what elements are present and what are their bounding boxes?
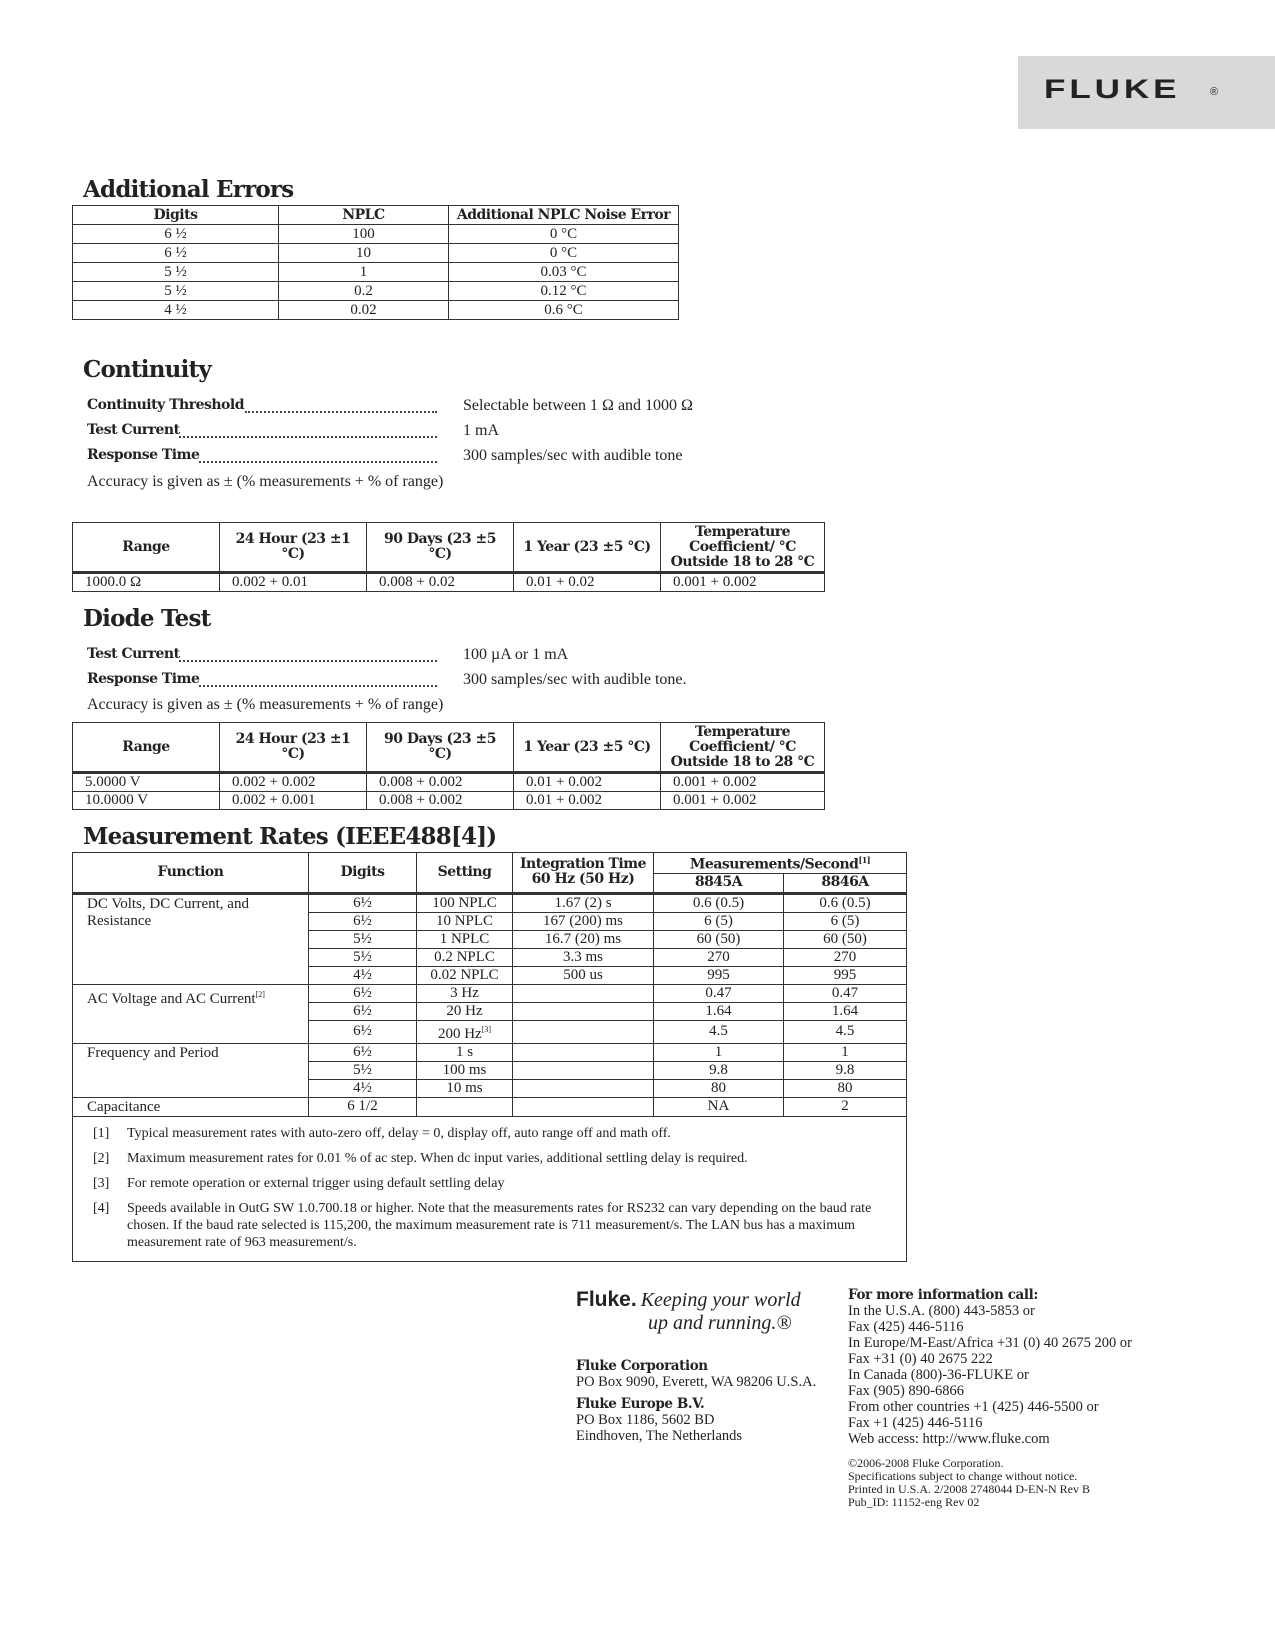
table-cell: 0.001 + 0.002	[661, 573, 825, 592]
continuity-accuracy-table	[72, 522, 825, 592]
rate-8845a-cell: 270	[654, 948, 784, 966]
contact-line: In Europe/M-East/Africa +31 (0) 40 2675 200 or	[848, 1335, 1133, 1351]
setting-value: 100 ms	[442, 1061, 487, 1078]
table-row	[73, 573, 825, 592]
table-row	[73, 301, 679, 320]
registered-mark: ®	[1210, 86, 1219, 98]
corp-address: PO Box 9090, Everett, WA 98206 U.S.A.	[576, 1374, 817, 1390]
table-cell: 1	[279, 263, 449, 282]
logo-text: FLUKE	[1044, 74, 1181, 104]
column-header-integration: Integration Time 60 Hz (50 Hz)	[513, 853, 654, 894]
integration-cell	[513, 1020, 654, 1043]
contact-line: In the U.S.A. (800) 443-5853 or	[848, 1303, 1035, 1319]
setting-value: 100 NPLC	[432, 894, 497, 911]
measurement-rates-table	[72, 852, 907, 1262]
table-cell: 5 ½	[73, 263, 279, 282]
rate-8845a-cell: 60 (50)	[654, 930, 784, 948]
rate-8845a-cell: 9.8	[654, 1061, 784, 1079]
column-header: 1 Year (23 ±5 °C)	[514, 523, 661, 573]
function-label: Frequency and Period	[87, 1044, 219, 1061]
section-title-measurement-rates: Measurement Rates (IEEE488[4])	[83, 823, 497, 850]
function-cell	[73, 984, 309, 1043]
table-cell: 10.0000 V	[73, 792, 220, 810]
table-row	[73, 244, 679, 263]
integration-cell	[513, 1002, 654, 1020]
column-header: Temperature Coefficient/ °C Outside 18 to 28 °C	[661, 723, 825, 773]
setting-value: 200 Hz	[437, 1025, 482, 1042]
header-row	[73, 523, 825, 573]
integration-cell: 500 us	[513, 966, 654, 984]
column-header: Range	[73, 523, 220, 573]
footnote-text: For remote operation or external trigger using default settling delay	[127, 1175, 505, 1191]
footnote-ref: [2]	[255, 989, 265, 999]
contact-info	[848, 1287, 1132, 1509]
rate-8845a-cell: 1	[654, 1043, 784, 1061]
setting-cell	[417, 1020, 513, 1043]
footnote-text: Typical measurement rates with auto-zero off, delay = 0, display off, auto range off and math off.	[127, 1125, 671, 1141]
rate-8845a-cell: 80	[654, 1079, 784, 1097]
setting-cell	[417, 930, 513, 948]
contact-line: Fax (425) 446-5116	[848, 1319, 964, 1335]
table-cell: 0 °C	[449, 244, 679, 263]
digits-cell: 5½	[309, 1061, 417, 1079]
digits-cell: 5½	[309, 930, 417, 948]
footnote-ref: [1]	[858, 855, 871, 865]
footnote	[73, 1196, 906, 1255]
setting-value: 1 NPLC	[439, 930, 490, 947]
digits-cell: 6½	[309, 984, 417, 1002]
digits-cell: 6½	[309, 1043, 417, 1061]
integration-cell: 167 (200) ms	[513, 912, 654, 930]
column-header-mps	[654, 853, 907, 874]
additional-errors-table	[72, 205, 679, 320]
header-row	[73, 853, 907, 874]
table-cell: 0.01 + 0.002	[514, 773, 661, 792]
footnote-text: Speeds available in OutG SW 1.0.700.18 or higher. Note that the measurements rates for RS232 can vary depending on the baud rate chosen. If the baud rate selected is 115,200, the maximum measurement rate is 711 measurement/s. The LAN bus has a maximum measurement rate of 963 measurement/s.	[127, 1200, 872, 1250]
footnote-mark: [4]	[93, 1200, 110, 1216]
fluke-logo	[1018, 56, 1275, 129]
corp-name: Fluke Corporation	[576, 1358, 708, 1374]
dot-leader	[199, 461, 437, 463]
column-header: Range	[73, 723, 220, 773]
spec-label: Test Current	[87, 422, 180, 438]
rate-8846a-cell: 995	[784, 966, 907, 984]
diode-accuracy-note: Accuracy is given as ± (% measurements + % of range)	[87, 696, 444, 713]
legal-line: Specifications subject to change without notice.	[848, 1469, 1078, 1483]
rate-8846a-cell: 80	[784, 1079, 907, 1097]
rate-8846a-cell: 0.47	[784, 984, 907, 1002]
spec-value: 300 samples/sec with audible tone.	[463, 671, 687, 688]
setting-value: 1 s	[455, 1043, 474, 1060]
dot-leader	[179, 660, 437, 662]
spec-label: Continuity Threshold	[87, 397, 244, 413]
rate-8846a-cell: 1.64	[784, 1002, 907, 1020]
table-cell: 100	[279, 225, 449, 244]
table-cell: 1000.0 Ω	[73, 573, 220, 592]
setting-cell	[417, 948, 513, 966]
column-header-digits: Digits	[309, 853, 417, 894]
column-header: 1 Year (23 ±5 °C)	[514, 723, 661, 773]
table-cell: 0.008 + 0.002	[367, 792, 514, 810]
contact-line: Web access: http://www.fluke.com	[848, 1431, 1050, 1447]
setting-cell	[417, 984, 513, 1002]
rate-8845a-cell: 4.5	[654, 1020, 784, 1043]
footnotes-row	[73, 1116, 907, 1261]
setting-cell	[417, 1097, 513, 1116]
table-cell: 0.001 + 0.002	[661, 792, 825, 810]
spec-value: 300 samples/sec with audible tone	[463, 447, 683, 464]
legal-line: ©2006-2008 Fluke Corporation.	[848, 1456, 1004, 1470]
digits-cell: 5½	[309, 948, 417, 966]
rate-8845a-cell: 6 (5)	[654, 912, 784, 930]
column-header: 24 Hour (23 ±1 °C)	[220, 523, 367, 573]
digits-cell: 4½	[309, 966, 417, 984]
setting-cell	[417, 912, 513, 930]
digits-cell: 6½	[309, 1020, 417, 1043]
table-row	[73, 1097, 907, 1116]
setting-cell	[417, 1079, 513, 1097]
spec-value: Selectable between 1 Ω and 1000 Ω	[463, 397, 693, 414]
column-header-function: Function	[73, 853, 309, 894]
tagline-line-1: Keeping your world	[640, 1289, 801, 1311]
setting-cell	[417, 966, 513, 984]
legal-line: Printed in U.S.A. 2/2008 2748044 D-EN-N Rev B	[848, 1482, 1090, 1496]
function-cell	[73, 893, 309, 984]
table-row	[73, 984, 907, 1002]
column-header-model_a: 8845A	[654, 873, 784, 893]
setting-value: 3 Hz	[450, 984, 479, 1001]
function-label: Capacitance	[87, 1098, 161, 1115]
contact-line: Fax +31 (0) 40 2675 222	[848, 1351, 993, 1367]
rate-8845a-cell: 0.47	[654, 984, 784, 1002]
footnotes	[73, 1121, 906, 1255]
footnote	[73, 1146, 906, 1171]
footnote	[73, 1171, 906, 1196]
column-header: NPLC	[279, 206, 449, 225]
section-title-continuity: Continuity	[83, 356, 211, 383]
contact-line: From other countries +1 (425) 446-5500 or	[848, 1399, 1099, 1415]
digits-cell: 4½	[309, 1079, 417, 1097]
spec-label: Test Current	[87, 646, 180, 662]
continuity-accuracy-note: Accuracy is given as ± (% measurements + % of range)	[87, 473, 444, 490]
table-cell: 0.002 + 0.002	[220, 773, 367, 792]
column-header: Digits	[73, 206, 279, 225]
fluke-brand: Fluke.	[576, 1288, 637, 1311]
rate-8845a-cell: NA	[654, 1097, 784, 1116]
table-cell: 0.12 °C	[449, 282, 679, 301]
setting-value: 20 Hz	[446, 1002, 483, 1019]
dot-leader	[245, 411, 437, 413]
rate-8846a-cell: 4.5	[784, 1020, 907, 1043]
table-row	[73, 263, 679, 282]
column-header: 90 Days (23 ±5 °C)	[367, 523, 514, 573]
table-cell: 0.008 + 0.02	[367, 573, 514, 592]
contact-line: Fax (905) 890-6866	[848, 1383, 964, 1399]
integration-cell	[513, 1079, 654, 1097]
info-title: For more information call:	[848, 1287, 1038, 1303]
integration-cell: 16.7 (20) ms	[513, 930, 654, 948]
fluke-tagline	[576, 1288, 801, 1335]
function-label: DC Volts, DC Current, and Resistance	[87, 895, 249, 929]
integration-cell: 3.3 ms	[513, 948, 654, 966]
rate-8846a-cell: 9.8	[784, 1061, 907, 1079]
digits-cell: 6½	[309, 893, 417, 912]
table-cell: 5.0000 V	[73, 773, 220, 792]
setting-cell	[417, 893, 513, 912]
dot-leader	[179, 436, 437, 438]
footnote-mark: [3]	[93, 1175, 110, 1191]
footnote-ref: [3]	[481, 1024, 492, 1034]
rate-8846a-cell: 270	[784, 948, 907, 966]
column-header: 24 Hour (23 ±1 °C)	[220, 723, 367, 773]
setting-value: 10 ms	[446, 1079, 483, 1096]
table-cell: 0.01 + 0.02	[514, 573, 661, 592]
rate-8845a-cell: 0.6 (0.5)	[654, 893, 784, 912]
function-cell	[73, 1043, 309, 1097]
table-cell: 0.001 + 0.002	[661, 773, 825, 792]
setting-value: 10 NPLC	[435, 912, 494, 929]
table-cell: 0 °C	[449, 225, 679, 244]
legal-line: Pub_ID: 11152-eng Rev 02	[848, 1495, 980, 1509]
table-cell: 0.002 + 0.01	[220, 573, 367, 592]
spec-value: 100 µA or 1 mA	[463, 646, 569, 663]
rate-8846a-cell: 6 (5)	[784, 912, 907, 930]
spec-value: 1 mA	[463, 422, 499, 439]
setting-cell	[417, 1061, 513, 1079]
spec-label: Response Time	[87, 447, 200, 463]
function-label: AC Voltage and AC Current	[87, 990, 256, 1007]
spec-label: Response Time	[87, 671, 200, 687]
table-cell: 5 ½	[73, 282, 279, 301]
table-cell: 4 ½	[73, 301, 279, 320]
diode-accuracy-table	[72, 722, 825, 810]
rate-8846a-cell: 0.6 (0.5)	[784, 893, 907, 912]
contact-line: In Canada (800)-36-FLUKE or	[848, 1367, 1029, 1383]
digits-cell: 6 1/2	[309, 1097, 417, 1116]
table-row	[73, 282, 679, 301]
header-row	[73, 723, 825, 773]
rate-8846a-cell: 2	[784, 1097, 907, 1116]
footnotes-cell	[73, 1116, 907, 1261]
table-cell: 6 ½	[73, 225, 279, 244]
section-title-additional-errors: Additional Errors	[83, 176, 294, 203]
setting-value: 0.2 NPLC	[434, 948, 495, 965]
europe-address-2: Eindhoven, The Netherlands	[576, 1428, 743, 1444]
integration-cell	[513, 1061, 654, 1079]
rate-8846a-cell: 1	[784, 1043, 907, 1061]
function-cell	[73, 1097, 309, 1116]
table-row	[73, 773, 825, 792]
table-cell: 0.002 + 0.001	[220, 792, 367, 810]
footnote-mark: [2]	[93, 1150, 110, 1166]
table-row	[73, 792, 825, 810]
table-cell: 6 ½	[73, 244, 279, 263]
column-header: Additional NPLC Noise Error	[449, 206, 679, 225]
rate-8845a-cell: 1.64	[654, 1002, 784, 1020]
column-header: Temperature Coefficient/ °C Outside 18 to 28 °C	[661, 523, 825, 573]
column-header: 90 Days (23 ±5 °C)	[367, 723, 514, 773]
header-row	[73, 206, 679, 225]
rate-8845a-cell: 995	[654, 966, 784, 984]
setting-cell	[417, 1002, 513, 1020]
europe-address-1: PO Box 1186, 5602 BD	[576, 1412, 715, 1428]
rate-8846a-cell: 60 (50)	[784, 930, 907, 948]
setting-value: 0.02 NPLC	[430, 966, 499, 983]
integration-cell: 1.67 (2) s	[513, 893, 654, 912]
table-cell: 0.008 + 0.002	[367, 773, 514, 792]
integration-cell	[513, 984, 654, 1002]
tagline-line-2: up and running.®	[648, 1312, 792, 1334]
table-cell: 0.03 °C	[449, 263, 679, 282]
table-cell: 0.2	[279, 282, 449, 301]
column-header-model_b: 8846A	[784, 873, 907, 893]
contact-line: Fax +1 (425) 446-5116	[848, 1415, 983, 1431]
europe-name: Fluke Europe B.V.	[576, 1396, 705, 1412]
dot-leader	[199, 685, 437, 687]
table-cell: 0.02	[279, 301, 449, 320]
footnote-mark: [1]	[93, 1125, 110, 1141]
company-addresses	[576, 1358, 816, 1444]
footnote	[73, 1121, 906, 1146]
mps-label: Measurements/Second	[689, 856, 859, 873]
table-row	[73, 225, 679, 244]
digits-cell: 6½	[309, 1002, 417, 1020]
table-row	[73, 893, 907, 912]
table-cell: 0.6 °C	[449, 301, 679, 320]
setting-cell	[417, 1043, 513, 1061]
digits-cell: 6½	[309, 912, 417, 930]
footnote-text: Maximum measurement rates for 0.01 % of ac step. When dc input varies, additional settling delay is required.	[127, 1150, 748, 1166]
table-cell: 10	[279, 244, 449, 263]
column-header-setting: Setting	[417, 853, 513, 894]
section-title-diode-test: Diode Test	[83, 605, 211, 632]
table-row	[73, 1043, 907, 1061]
integration-cell	[513, 1043, 654, 1061]
integration-cell	[513, 1097, 654, 1116]
table-cell: 0.01 + 0.002	[514, 792, 661, 810]
